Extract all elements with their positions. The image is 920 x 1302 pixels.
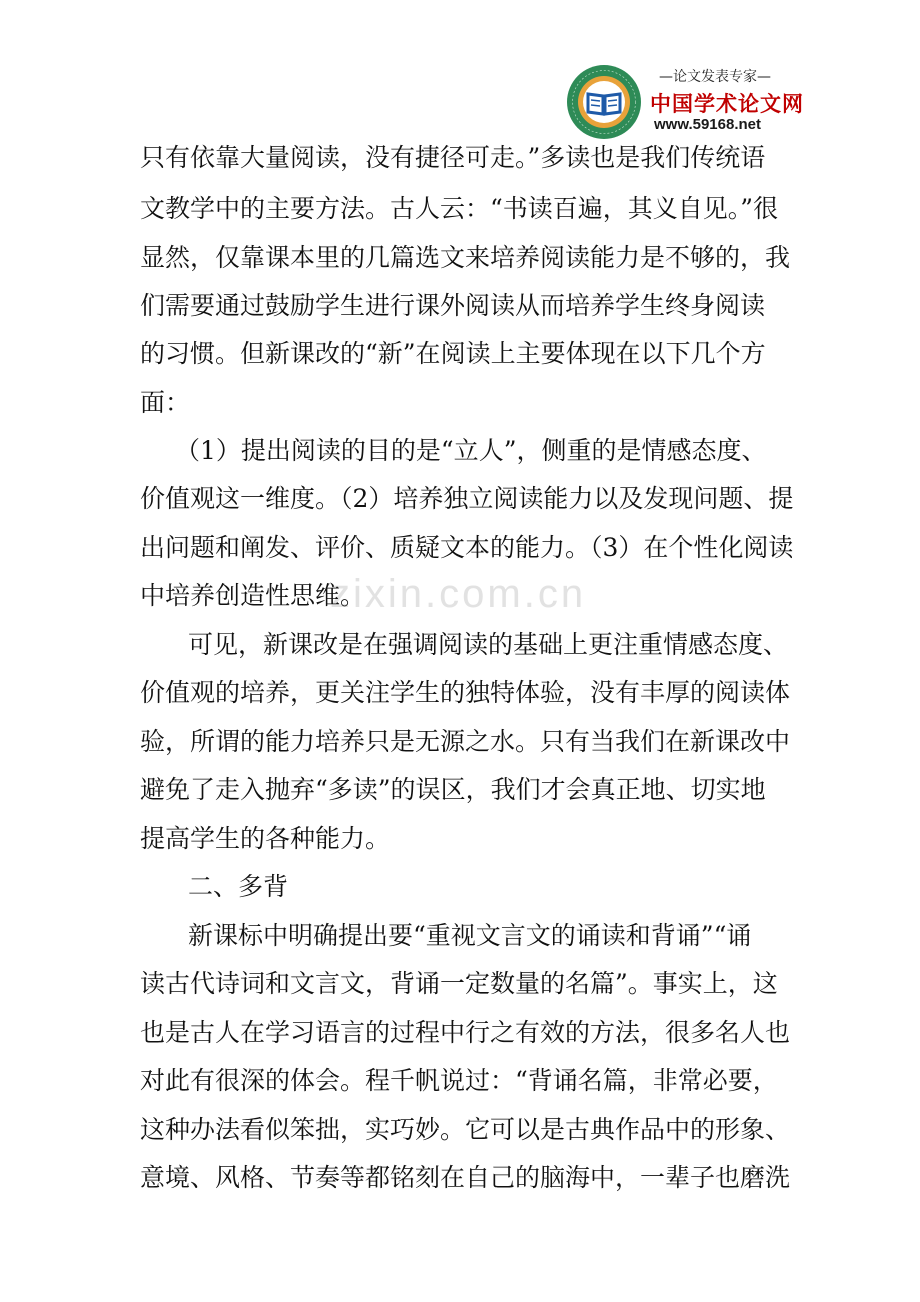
text-line: 面：	[140, 388, 191, 417]
text-line: 的习惯。但新课改的“新”在阅读上主要体现在以下几个方	[140, 339, 766, 368]
text-line: 可见，新课改是在强调阅读的基础上更注重情感态度、	[188, 630, 789, 659]
text-line: 避免了走入抛弃“多读”的误区，我们才会真正地、切实地	[140, 775, 766, 804]
text-line: 读古代诗词和文言文，背诵一定数量的名篇”。事实上，这	[140, 969, 778, 998]
text-line: 新课标中明确提出要“重视文言文的诵读和背诵”“诵	[188, 921, 752, 950]
logo-tagline: —论文发表专家—	[659, 69, 771, 85]
text-line: 价值观这一维度。（2）培养独立阅读能力以及发现问题、提	[140, 484, 794, 513]
text-line: 出问题和阐发、评价、质疑文本的能力。（3）在个性化阅读	[140, 533, 794, 562]
text-line: 文教学中的主要方法。古人云：“书读百遍，其义自见。”很	[140, 194, 779, 223]
section-heading: 二、多背	[188, 872, 289, 901]
text-line: 们需要通过鼓励学生进行课外阅读从而培养学生终身阅读	[140, 291, 766, 320]
text-line: 显然，仅靠课本里的几篇选文来培养阅读能力是不够的，我	[140, 243, 791, 272]
text-line: 提高学生的各种能力。	[140, 824, 391, 853]
watermark: zixin.com.cn	[330, 572, 587, 616]
text-line: 对此有很深的体会。程千帆说过：“背诵名篇，非常必要，	[140, 1066, 778, 1095]
logo-name: 中国学术论文网	[650, 92, 804, 116]
text-line: 只有依靠大量阅读，没有捷径可走。”多读也是我们传统语	[140, 143, 766, 172]
publisher-logo	[566, 64, 804, 140]
text-line: 验，所谓的能力培养只是无源之水。只有当我们在新课改中	[140, 727, 791, 756]
text-line: 价值观的培养，更关注学生的独特体验，没有丰厚的阅读体	[140, 678, 791, 707]
logo-url: www.59168.net	[654, 116, 761, 133]
book-seal-icon	[566, 64, 642, 140]
text-line: 也是古人在学习语言的过程中行之有效的方法，很多名人也	[140, 1018, 791, 1047]
text-line: （1）提出阅读的目的是“立人”，侧重的是情感态度、	[175, 436, 767, 465]
text-line: 这种办法看似笨拙，实巧妙。它可以是古典作品中的形象、	[140, 1115, 791, 1144]
text-line: 意境、风格、节奏等都铭刻在自己的脑海中，一辈子也磨洗	[140, 1163, 791, 1192]
text-line: 中培养创造性思维。	[140, 581, 366, 610]
